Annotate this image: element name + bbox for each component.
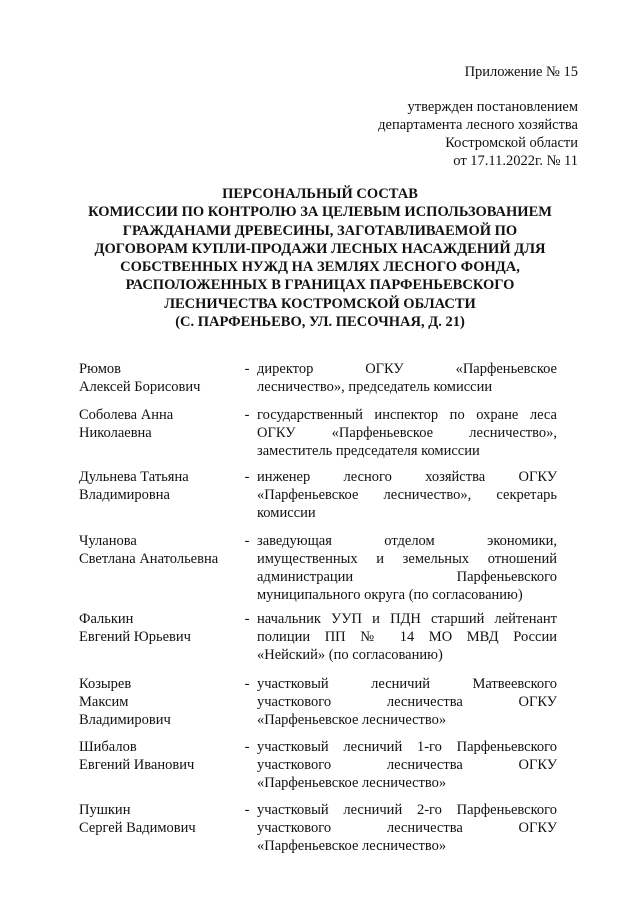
member-position-line: имущественных и земельных отношений [257,551,557,567]
member-position-line: «Парфеньевское лесничество» [257,712,447,728]
member-dash: - [244,802,250,818]
member-position-line: директор ОГКУ «Парфеньевское [257,361,557,377]
member-row [79,406,557,460]
member-position-line: «Парфеньевское лесничество», секретарь [257,487,557,503]
member-name-line: Козырев [79,676,132,692]
member-dash: - [244,611,250,627]
member-name-line: Светлана Анатольевна [79,551,219,567]
member-name-line: Шибалов [79,739,137,755]
member-name [79,738,237,774]
member-dash: - [244,739,250,755]
member-name-line: Рюмов [79,361,121,377]
member-position [257,801,557,855]
member-row [79,468,557,522]
member-position-line: начальник УУП и ПДН старший лейтенант [257,611,557,627]
member-name [79,675,237,729]
member-dash: - [244,469,250,485]
member-name-line: Владимировна [79,487,170,503]
member-position-line: «Парфеньевское лесничество» [257,775,447,791]
appendix-label: Приложение № 15 [464,64,578,80]
member-row [79,675,557,729]
member-name-line: Максим [79,694,129,710]
member-position [257,406,557,460]
title-line: РАСПОЛОЖЕННЫХ В ГРАНИЦАХ ПАРФЕНЬЕВСКОГО [125,277,515,294]
member-row [79,360,557,396]
member-position-line: «Парфеньевское лесничество» [257,838,447,854]
member-name-line: Соболева Анна [79,407,174,423]
title-line: ЛЕСНИЧЕСТВА КОСТРОМСКОЙ ОБЛАСТИ [164,295,476,312]
member-dash: - [244,407,250,423]
approval-date-line: от 17.11.2022г. № 11 [453,153,578,169]
member-name-line: Алексей Борисович [79,379,201,395]
member-position-line: администрации Парфеньевского [257,569,557,585]
title-line: СОБСТВЕННЫХ НУЖД НА ЗЕМЛЯХ ЛЕСНОГО ФОНДА, [120,259,520,276]
member-position [257,738,557,792]
member-position-line: участкового лесничества ОГКУ [257,694,557,710]
member-position-line: государственный инспектор по охране леса [257,407,557,423]
member-position-line: заместитель председателя комиссии [257,443,480,459]
member-row [79,801,557,855]
member-dash: - [244,533,250,549]
title-line: КОМИССИИ ПО КОНТРОЛЮ ЗА ЦЕЛЕВЫМ ИСПОЛЬЗОВАНИЕМ [88,204,552,221]
approval-line: Костромской области [445,135,578,151]
member-name [79,406,237,442]
member-name-line: Чуланова [79,533,137,549]
title-line: ПЕРСОНАЛЬНЫЙ СОСТАВ [222,186,418,202]
member-position [257,675,557,729]
member-name-line: Николаевна [79,425,152,441]
member-name-line: Пушкин [79,802,131,818]
approval-line: утвержден постановлением [407,99,578,115]
member-name-line: Дульнева Татьяна [79,469,189,485]
member-name-line: Сергей Вадимович [79,820,196,836]
member-position-line: инженер лесного хозяйства ОГКУ [257,469,557,485]
document-title [70,185,570,331]
title-line: (С. ПАРФЕНЬЕВО, УЛ. ПЕСОЧНАЯ, Д. 21) [175,314,465,331]
member-name-line: Владимирович [79,712,171,728]
member-position-line: муниципального округа (по согласованию) [257,587,523,603]
member-row [79,610,557,664]
member-name [79,360,237,396]
member-row [79,738,557,792]
member-position-line: «Нейский» (по согласованию) [257,647,443,663]
member-position-line: участковый лесничий 1-го Парфеньевского [257,739,557,755]
member-position-line: участкового лесничества ОГКУ [257,820,557,836]
member-name [79,532,237,568]
member-row [79,532,557,604]
member-name-line: Фалькин [79,611,134,627]
member-position [257,610,557,664]
member-dash: - [244,361,250,377]
member-name [79,801,237,837]
member-position-line: участкового лесничества ОГКУ [257,757,557,773]
member-name [79,468,237,504]
title-line: ГРАЖДАНАМИ ДРЕВЕСИНЫ, ЗАГОТАВЛИВАЕМОЙ ПО [122,222,518,239]
member-name [79,610,237,646]
member-name-line: Евгений Иванович [79,757,195,773]
member-position [257,532,557,604]
member-name-line: Евгений Юрьевич [79,629,191,645]
member-position-line: участковый лесничий Матвеевского [257,676,557,692]
member-position-line: комиссии [257,505,316,521]
approval-line: департамента лесного хозяйства [378,117,578,133]
member-position-line: ОГКУ «Парфеньевское лесничество», [257,425,557,441]
title-line: ДОГОВОРАМ КУПЛИ-ПРОДАЖИ ЛЕСНЫХ НАСАЖДЕНИЙ ДЛЯ [94,240,546,257]
member-position-line: полиции ПП № 14 МО МВД России [257,629,557,645]
member-position-line: заведующая отделом экономики, [257,533,557,549]
member-position-line: участковый лесничий 2-го Парфеньевского [257,802,557,818]
approval-block [300,98,578,170]
member-dash: - [244,676,250,692]
member-position-line: лесничество», председатель комиссии [257,379,493,395]
member-position [257,360,557,396]
member-position [257,468,557,522]
